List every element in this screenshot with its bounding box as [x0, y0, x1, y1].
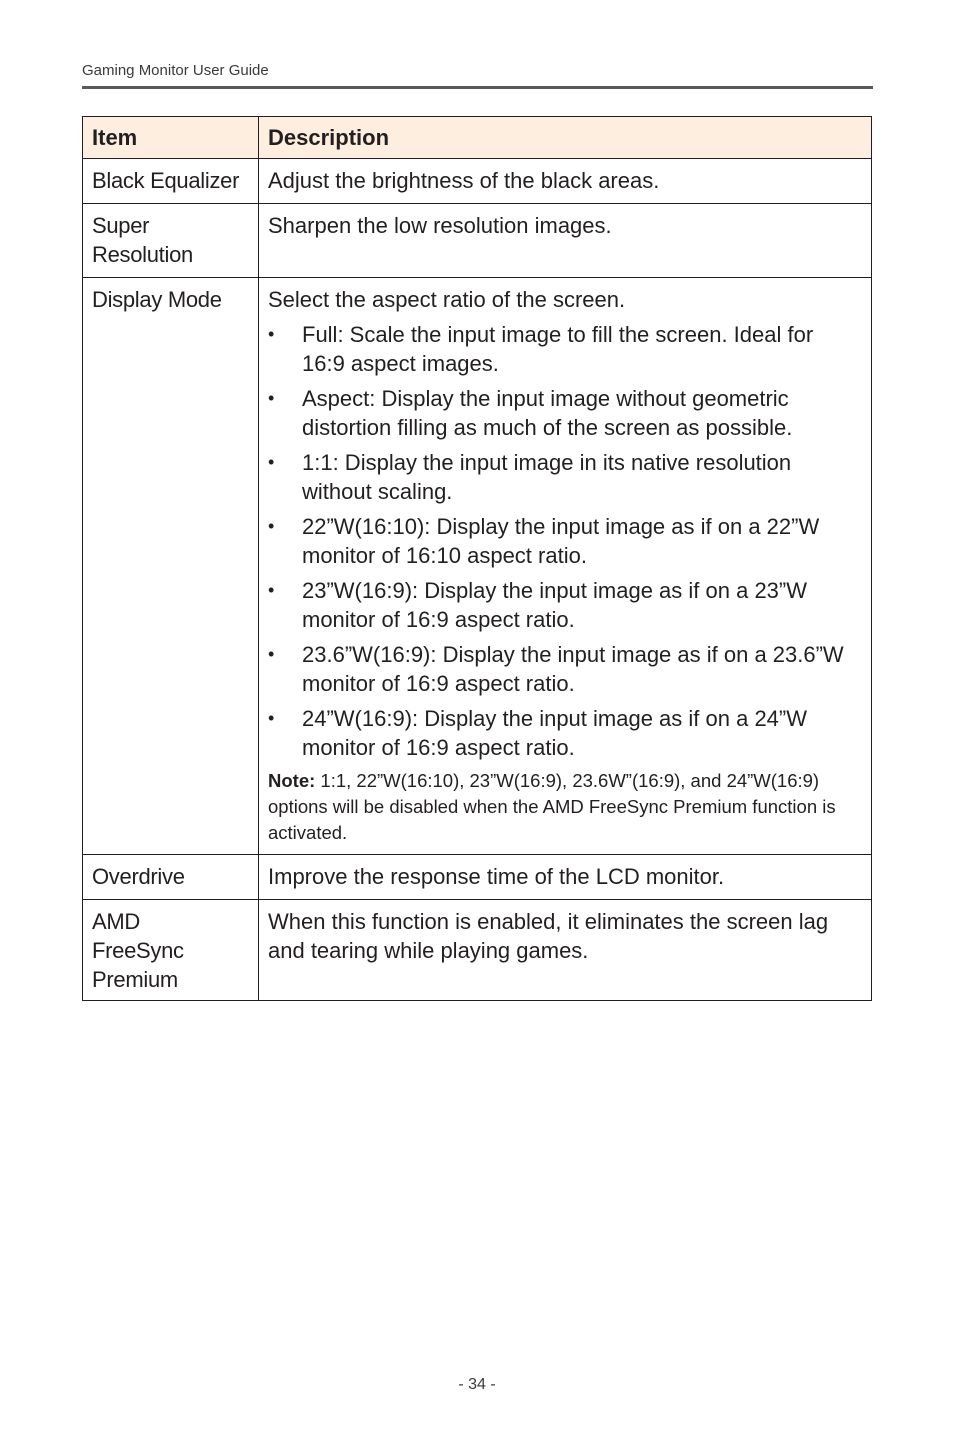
table-row	[83, 159, 872, 204]
header-divider	[82, 86, 873, 89]
osd-menu-table	[82, 116, 872, 1001]
column-header-item: Item	[83, 117, 259, 159]
table-row	[83, 855, 872, 900]
item-amd-freesync-premium: AMD FreeSync Premium	[83, 900, 259, 1001]
item-overdrive: Overdrive	[83, 855, 259, 900]
desc-display-mode-cell	[259, 278, 872, 855]
bullet-glyph: •	[268, 580, 275, 600]
list-item: • 23”W(16:9): Display the input image as if on a 23”W monitor of 16:9 aspect ratio.	[268, 578, 808, 632]
note-label: Note:	[268, 770, 316, 791]
table-header-row	[83, 117, 872, 159]
bullet-glyph: •	[268, 516, 275, 536]
page-number: - 34 -	[458, 1376, 496, 1393]
note-text: 1:1, 22”W(16:10), 23”W(16:9), 23.6W”(16:9), and 24”W(16:9) options will be disabled when the AMD FreeSync Premium function is activated.	[268, 770, 836, 843]
table-row	[83, 278, 872, 855]
item-display-mode: Display Mode	[83, 278, 259, 855]
desc-display-mode: Select the aspect ratio of the screen.	[268, 287, 626, 312]
desc-super-resolution: Sharpen the low resolution images.	[259, 204, 872, 278]
desc-black-equalizer: Adjust the brightness of the black areas.	[259, 159, 872, 204]
table-row	[83, 204, 872, 278]
bullet-glyph: •	[268, 388, 275, 408]
item-black-equalizer: Black Equalizer	[83, 159, 259, 204]
list-item: • Full: Scale the input image to fill the screen. Ideal for 16:9 aspect images.	[268, 322, 814, 376]
bullet-glyph: •	[268, 644, 275, 664]
column-header-description: Description	[259, 117, 872, 159]
desc-amd-freesync-premium: When this function is enabled, it eliminates the screen lag and tearing while playing games.	[259, 900, 872, 1001]
list-item: • Aspect: Display the input image without geometric distortion filling as much of the screen as possible.	[268, 386, 793, 440]
document-header-title: Gaming Monitor User Guide	[82, 62, 269, 79]
bullet-glyph: •	[268, 708, 275, 728]
list-item: • 1:1: Display the input image in its native resolution without scaling.	[268, 450, 792, 504]
bullet-glyph: •	[268, 324, 275, 344]
display-mode-note	[268, 768, 862, 846]
table-row	[83, 900, 872, 1001]
bullet-glyph: •	[268, 452, 275, 472]
list-item: • 24”W(16:9): Display the input image as if on a 24”W monitor of 16:9 aspect ratio.	[268, 706, 808, 760]
desc-overdrive: Improve the response time of the LCD monitor.	[259, 855, 872, 900]
list-item: • 22”W(16:10): Display the input image as if on a 22”W monitor of 16:10 aspect ratio.	[268, 514, 820, 568]
list-item: • 23.6”W(16:9): Display the input image as if on a 23.6”W monitor of 16:9 aspect ratio.	[268, 642, 844, 696]
display-mode-options	[268, 320, 862, 762]
item-super-resolution: Super Resolution	[83, 204, 259, 278]
